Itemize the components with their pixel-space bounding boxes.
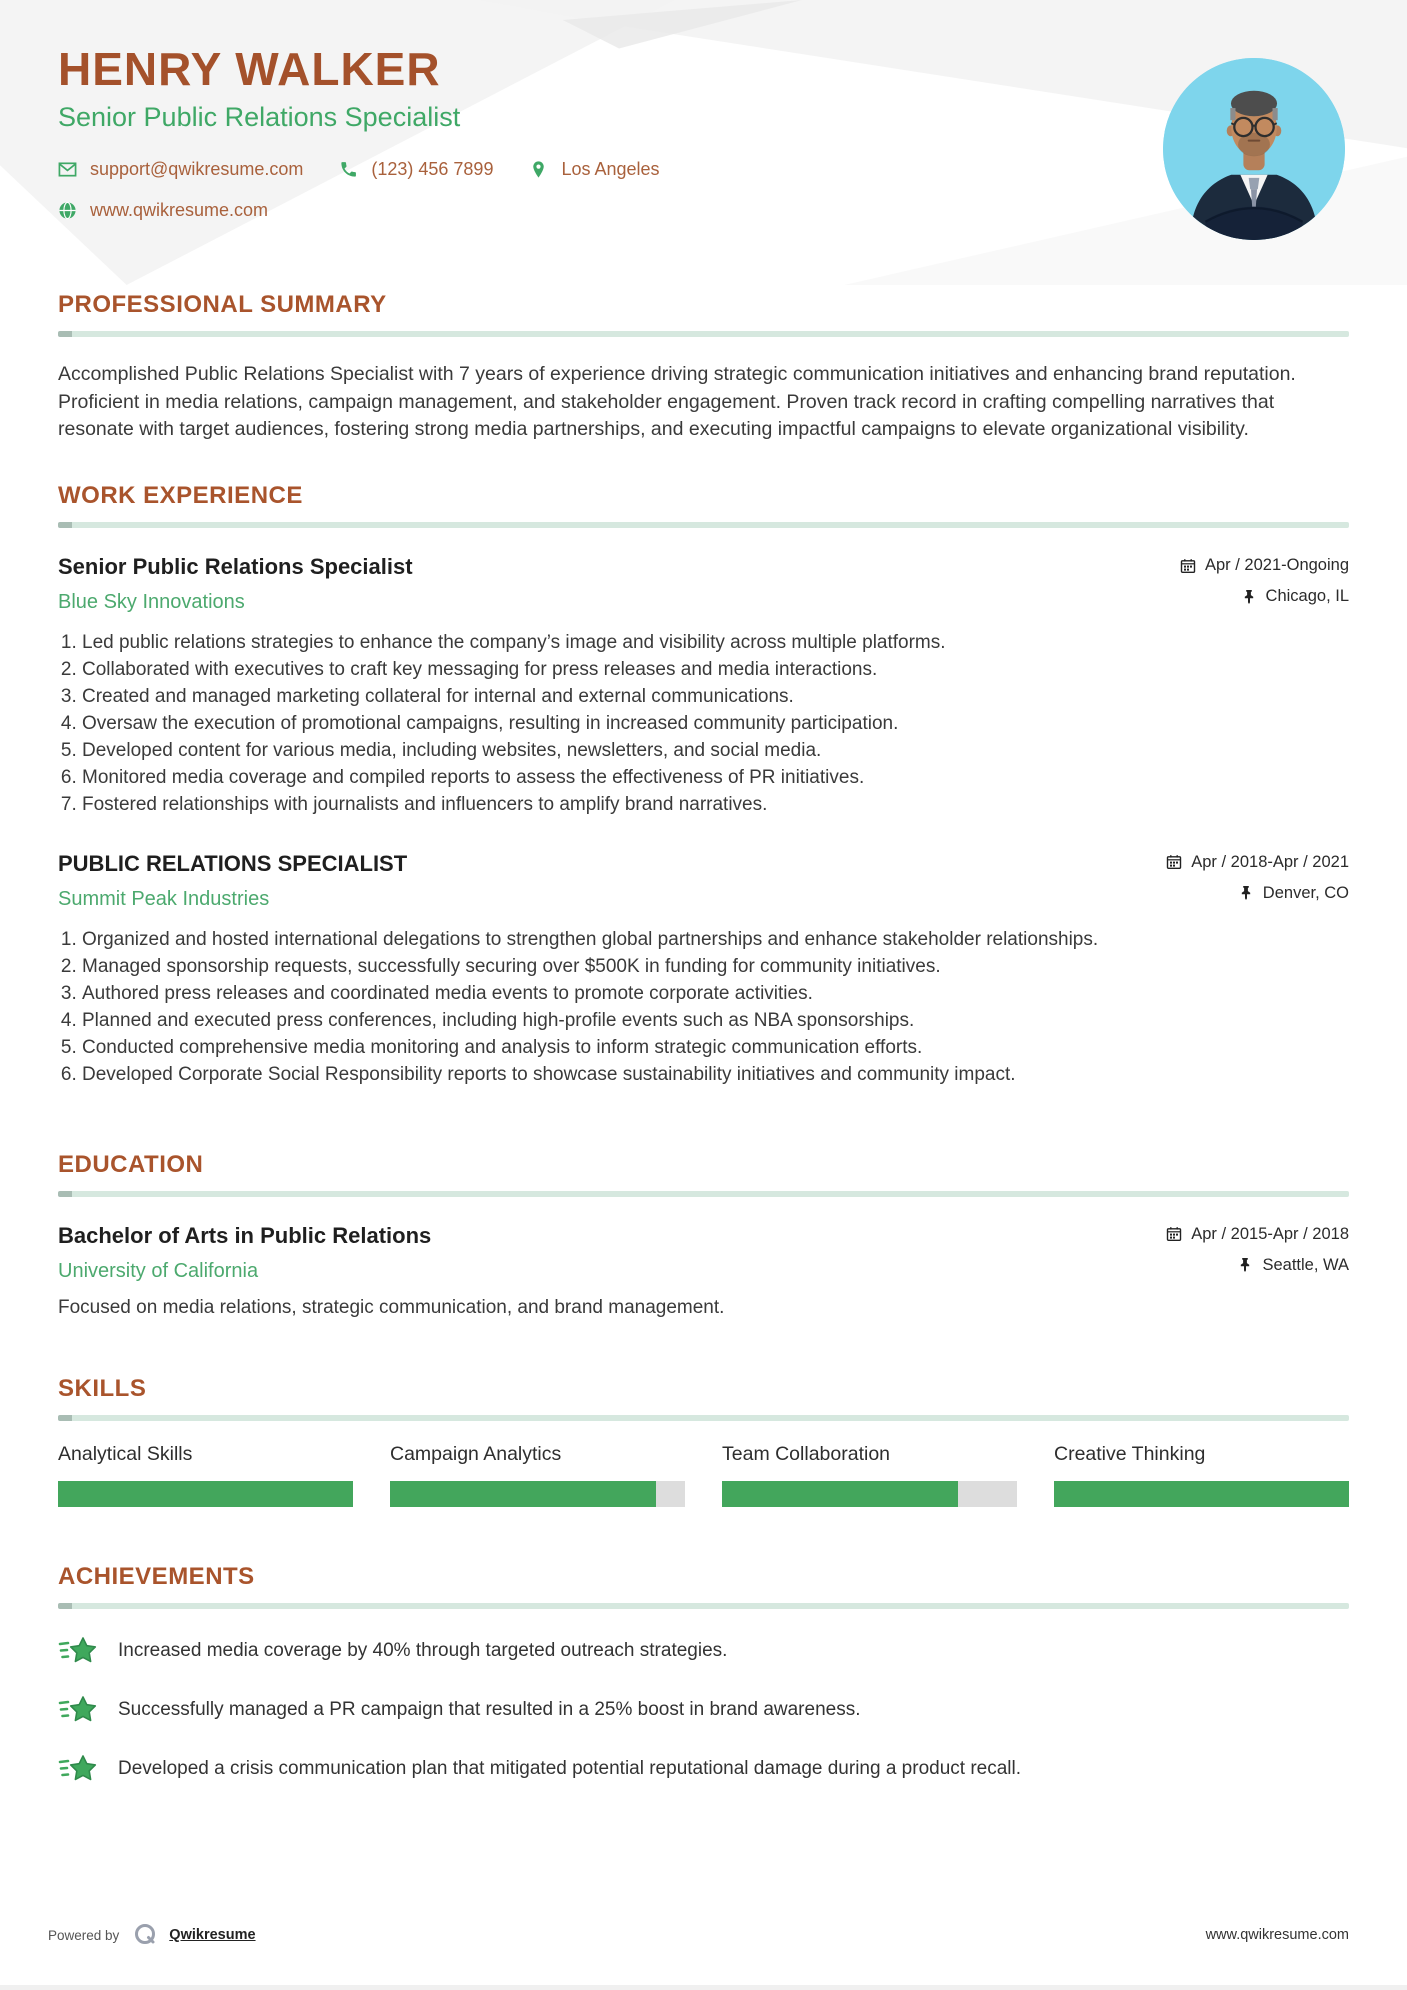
skills-grid bbox=[58, 1443, 1349, 1507]
achievement-text: Increased media coverage by 40% through targeted outreach strategies. bbox=[118, 1640, 728, 1662]
page-title: HENRY WALKER bbox=[58, 43, 441, 95]
contact-website-text: www.qwikresume.com bbox=[90, 200, 269, 220]
job-dates-text: Apr / 2021-Ongoing bbox=[1204, 556, 1349, 575]
job-bullet: 4. Planned and executed press conferences, including high-profile events such as NBA sponsorships. bbox=[82, 1008, 1349, 1035]
job-location bbox=[1241, 587, 1349, 606]
job-bullet: 1. Led public relations strategies to enhance the company’s image and visibility across multiple platforms. bbox=[82, 630, 1349, 657]
pushpin-icon bbox=[1238, 885, 1254, 901]
calendar-icon bbox=[1166, 1226, 1182, 1242]
job-bullet: 7. Fostered relationships with journalists and influencers to amplify brand narratives. bbox=[82, 792, 1349, 819]
job-bullet: 6. Monitored media coverage and compiled reports to assess the effectiveness of PR initiatives. bbox=[82, 765, 1349, 792]
job-entry bbox=[58, 851, 1349, 1089]
job-title: PUBLIC RELATIONS SPECIALIST bbox=[58, 850, 408, 876]
job-dates-text: Apr / 2018-Apr / 2021 bbox=[1191, 852, 1349, 871]
skill-item bbox=[390, 1443, 685, 1507]
skill-bar-track bbox=[390, 1481, 685, 1507]
globe-icon bbox=[58, 201, 77, 220]
education-dates bbox=[1166, 1225, 1349, 1244]
footer-website: www.qwikresume.com bbox=[1205, 1927, 1349, 1943]
section-work-experience bbox=[58, 482, 1349, 1089]
section-education bbox=[58, 1151, 1349, 1319]
skill-bar-track bbox=[1054, 1481, 1349, 1507]
skill-bar-fill bbox=[1054, 1481, 1349, 1507]
job-bullet: 1. Organized and hosted international delegations to strengthen global partnerships and enhance stakeholder relationships. bbox=[82, 927, 1349, 954]
section-divider bbox=[58, 1191, 1349, 1197]
education-location-text: Seattle, WA bbox=[1262, 1255, 1349, 1274]
skill-item bbox=[58, 1443, 353, 1507]
skill-bar-fill bbox=[722, 1481, 958, 1507]
job-bullet: 4. Oversaw the execution of promotional campaigns, resulting in increased community participation. bbox=[82, 711, 1349, 738]
achievement-item bbox=[58, 1635, 1349, 1668]
school-name: University of California bbox=[58, 1259, 259, 1282]
header bbox=[58, 43, 1349, 221]
achievements-heading: ACHIEVEMENTS bbox=[58, 1562, 255, 1590]
job-location-text: Denver, CO bbox=[1262, 883, 1349, 902]
qwikresume-link[interactable]: Qwikresume bbox=[169, 1927, 256, 1943]
skill-label: Analytical Skills bbox=[58, 1442, 193, 1465]
education-dates-text: Apr / 2015-Apr / 2018 bbox=[1191, 1224, 1349, 1243]
star-icon bbox=[58, 1694, 98, 1727]
contact-phone-text: (123) 456 7899 bbox=[371, 159, 494, 179]
job-bullet: 3. Authored press releases and coordinated media events to promote corporate activities. bbox=[82, 981, 1349, 1008]
job-bullet: 6. Developed Corporate Social Responsibility reports to showcase sustainability initiatives and community impact. bbox=[82, 1062, 1349, 1089]
section-professional-summary bbox=[58, 291, 1349, 444]
skill-item bbox=[722, 1443, 1017, 1507]
contact-row-primary bbox=[58, 159, 1349, 180]
job-company: Blue Sky Innovations bbox=[58, 591, 245, 614]
achievement-list bbox=[58, 1635, 1349, 1786]
pushpin-icon bbox=[1241, 589, 1257, 605]
pushpin-icon bbox=[1237, 1257, 1253, 1273]
job-title-subheading: Senior Public Relations Specialist bbox=[58, 102, 461, 132]
job-bullet: 2. Managed sponsorship requests, successfully securing over $500K in funding for community initiatives. bbox=[82, 954, 1349, 981]
education-heading: EDUCATION bbox=[58, 1150, 204, 1178]
education-entry bbox=[58, 1223, 1349, 1319]
skill-bar-fill bbox=[390, 1481, 656, 1507]
contact-phone bbox=[339, 159, 493, 180]
degree-title: Bachelor of Arts in Public Relations bbox=[58, 1222, 432, 1248]
skill-bar-track bbox=[58, 1481, 353, 1507]
achievement-item bbox=[58, 1753, 1349, 1786]
qwikresume-logo-icon bbox=[133, 1922, 159, 1948]
contact-email bbox=[58, 159, 303, 180]
profile-photo bbox=[1163, 58, 1345, 240]
contact-location bbox=[529, 159, 659, 180]
contact-email-text: support@qwikresume.com bbox=[90, 159, 304, 179]
job-bullet: 2. Collaborated with executives to craft key messaging for press releases and media interactions. bbox=[82, 657, 1349, 684]
job-location bbox=[1238, 884, 1349, 903]
map-pin-icon bbox=[529, 160, 548, 179]
skill-item bbox=[1054, 1443, 1349, 1507]
contact-website bbox=[58, 200, 268, 221]
job-bullet: 3. Created and managed marketing collateral for internal and external communications. bbox=[82, 684, 1349, 711]
education-location bbox=[1237, 1256, 1349, 1275]
achievement-text: Developed a crisis communication plan that mitigated potential reputational damage during a product recall. bbox=[118, 1758, 1022, 1780]
portrait-illustration bbox=[1163, 58, 1345, 240]
work-experience-heading: WORK EXPERIENCE bbox=[58, 482, 303, 510]
summary-text: Accomplished Public Relations Specialist with 7 years of experience driving strategic communication initiatives and enhancing brand reputation. Proficient in media relations, campaign management, and stakeholder engagement. Proven track record in crafting compelling narratives that resonate with target audiences, fostering strong media partnerships, and executing impactful campaigns to elevate organizational visibility. bbox=[58, 363, 1296, 441]
skill-bar-fill bbox=[58, 1481, 353, 1507]
job-bullet-list bbox=[58, 630, 1349, 819]
summary-heading: PROFESSIONAL SUMMARY bbox=[58, 291, 387, 318]
job-dates bbox=[1180, 556, 1349, 575]
job-bullet: 5. Developed content for various media, including websites, newsletters, and social media. bbox=[82, 738, 1349, 765]
contact-row-secondary bbox=[58, 200, 1349, 221]
section-divider bbox=[58, 1415, 1349, 1421]
star-icon bbox=[58, 1635, 98, 1668]
skills-heading: SKILLS bbox=[58, 1374, 147, 1402]
job-company: Summit Peak Industries bbox=[58, 887, 270, 910]
envelope-icon bbox=[58, 160, 77, 179]
bottom-edge-strip bbox=[0, 1985, 1407, 1990]
section-divider bbox=[58, 1603, 1349, 1609]
job-location-text: Chicago, IL bbox=[1265, 587, 1349, 606]
calendar-icon bbox=[1180, 558, 1196, 574]
powered-by-label: Powered by bbox=[48, 1927, 120, 1943]
section-skills bbox=[58, 1375, 1349, 1507]
job-bullet: 5. Conducted comprehensive media monitoring and analysis to inform strategic communication efforts. bbox=[82, 1035, 1349, 1062]
education-description: Focused on media relations, strategic communication, and brand management. bbox=[58, 1296, 725, 1318]
skill-label: Campaign Analytics bbox=[390, 1442, 562, 1465]
job-bullet-list bbox=[58, 927, 1349, 1089]
skill-bar-track bbox=[722, 1481, 1017, 1507]
achievement-item bbox=[58, 1694, 1349, 1727]
job-title: Senior Public Relations Specialist bbox=[58, 554, 413, 580]
job-entry bbox=[58, 554, 1349, 819]
section-achievements bbox=[58, 1563, 1349, 1786]
achievement-text: Successfully managed a PR campaign that resulted in a 25% boost in brand awareness. bbox=[118, 1699, 861, 1721]
footer bbox=[48, 1922, 1349, 1948]
section-divider bbox=[58, 522, 1349, 528]
skill-label: Team Collaboration bbox=[722, 1442, 891, 1465]
calendar-icon bbox=[1166, 854, 1182, 870]
contact-location-text: Los Angeles bbox=[561, 159, 660, 179]
star-icon bbox=[58, 1753, 98, 1786]
section-divider bbox=[58, 331, 1349, 337]
skill-label: Creative Thinking bbox=[1054, 1442, 1206, 1465]
phone-icon bbox=[339, 160, 358, 179]
job-dates bbox=[1166, 853, 1349, 872]
